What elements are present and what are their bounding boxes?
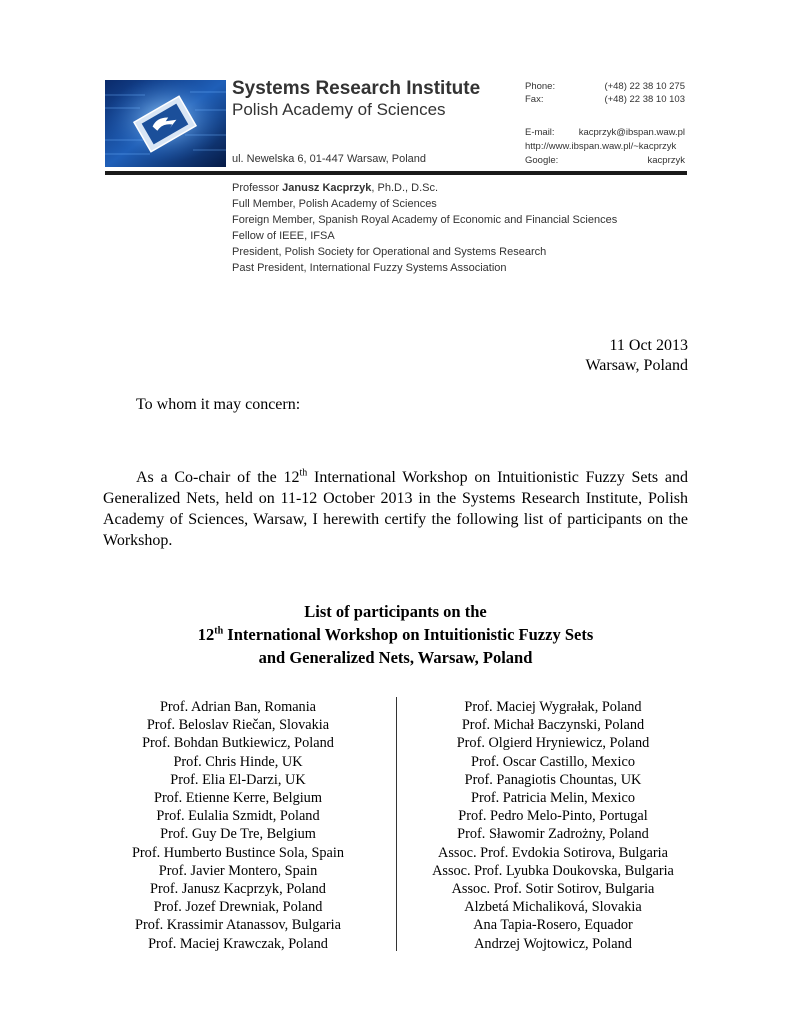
column-divider — [396, 697, 397, 951]
institute-logo-chip-icon — [105, 80, 226, 167]
author-name-line — [232, 180, 652, 196]
participant-entry: Prof. Humberto Bustince Sola, Spain — [131, 844, 345, 861]
body-text-start: As a Co-chair of the 12 — [136, 469, 300, 486]
phone-label: Phone: — [525, 81, 556, 92]
participant-entry: Prof. Janusz Kacprzyk, Poland — [150, 881, 326, 898]
heading-line-1: List of participants on the — [304, 602, 487, 621]
title-line: President, Polish Society for Operational and Systems Research — [232, 246, 547, 258]
salutation: To whom it may concern: — [136, 396, 301, 413]
heading-workshop: International Workshop on Intuitionistic Fuzzy Sets — [223, 625, 594, 644]
participant-entry: Prof. Oscar Castillo, Mexico — [471, 753, 635, 770]
letter-body — [103, 467, 688, 551]
institute-address: ul. Newelska 6, 01-447 Warsaw, Poland — [232, 153, 427, 165]
participant-entry: Prof. Sławomir Zadrożny, Poland — [457, 826, 649, 843]
letterhead-divider — [105, 171, 687, 175]
participant-entry: Prof. Olgierd Hryniewicz, Poland — [456, 735, 650, 752]
heading-line-2 — [100, 623, 691, 646]
letterhead — [105, 78, 687, 178]
participant-entry: Prof. Jozef Drewniak, Poland — [153, 899, 323, 916]
heading-ordinal: th — [214, 625, 224, 637]
author-titles — [232, 180, 652, 276]
participant-entry: Prof. Bohdan Butkiewicz, Poland — [142, 735, 334, 752]
institute-name: Systems Research Institute — [232, 78, 481, 99]
body-text-rest: International Workshop on Intuitionistic Fuzzy Sets and Generalized Nets, held on 11-12 October 2013 in the Systems Research Institute, Polish Academy of Sciences, Warsaw, I herewith certify the following list of participants on the Workshop. — [103, 469, 688, 549]
title-line: Foreign Member, Spanish Royal Academy of Economic and Financial Sciences — [232, 214, 618, 226]
participant-entry: Prof. Beloslav Riečan, Slovakia — [146, 717, 330, 734]
letter-place: Warsaw, Poland — [585, 357, 688, 374]
google-id: kacprzyk — [647, 155, 685, 166]
participants-right-column — [408, 698, 698, 953]
participant-entry: Prof. Panagiotis Chountas, UK — [464, 771, 642, 788]
participant-entry: Andrzej Wojtowicz, Poland — [474, 935, 632, 952]
heading-number: 12 — [197, 625, 215, 644]
body-ordinal: th — [299, 467, 308, 479]
title-line: Past President, International Fuzzy Systems Association — [232, 262, 507, 274]
degrees: , Ph.D., D.Sc. — [371, 182, 439, 194]
participant-entry: Assoc. Prof. Evdokia Sotirova, Bulgaria — [438, 844, 668, 861]
participants-heading — [100, 600, 691, 669]
participant-entry: Prof. Guy De Tre, Belgium — [160, 826, 316, 843]
email-link[interactable]: kacprzyk@ibspan.waw.pl — [578, 127, 685, 138]
title-prefix: Professor — [232, 182, 283, 194]
phone-number: (+48) 22 38 10 275 — [604, 81, 685, 92]
participant-entry: Prof. Michał Baczynski, Poland — [461, 717, 645, 734]
letter-date-block — [585, 336, 688, 376]
website-link[interactable]: http://www.ibspan.waw.pl/~kacprzyk — [525, 141, 677, 152]
participant-entry: Ana Tapia-Rosero, Equador — [473, 917, 633, 934]
participant-entry: Prof. Javier Montero, Spain — [158, 862, 318, 879]
letter-date: 11 Oct 2013 — [609, 337, 688, 354]
academy-name: Polish Academy of Sciences — [232, 100, 446, 119]
participant-entry: Prof. Adrian Ban, Romania — [159, 699, 317, 715]
participant-entry: Prof. Pedro Melo-Pinto, Portugal — [458, 808, 648, 825]
heading-line-3: and Generalized Nets, Warsaw, Poland — [258, 648, 533, 667]
participant-entry: Prof. Etienne Kerre, Belgium — [154, 790, 322, 807]
participant-entry: Prof. Chris Hinde, UK — [173, 753, 303, 770]
participant-entry: Assoc. Prof. Sotir Sotirov, Bulgaria — [451, 881, 655, 898]
title-line: Full Member, Polish Academy of Sciences — [232, 198, 437, 210]
fax-label: Fax: — [525, 94, 544, 105]
author-name: Janusz Kacprzyk — [282, 182, 372, 194]
participant-entry: Assoc. Prof. Lyubka Doukovska, Bulgaria — [432, 862, 674, 879]
fax-number: (+48) 22 38 10 103 — [604, 94, 685, 105]
google-label: Google: — [525, 155, 559, 166]
participant-entry: Prof. Krassimir Atanassov, Bulgaria — [135, 917, 341, 934]
participant-entry: Alzbetá Michaliková, Slovakia — [464, 899, 642, 916]
participant-entry: Prof. Elia El-Darzi, UK — [170, 771, 306, 788]
title-line: Fellow of IEEE, IFSA — [232, 230, 335, 242]
email-label: E-mail: — [525, 127, 555, 138]
participant-entry: Prof. Maciej Wygrałak, Poland — [464, 699, 642, 715]
participant-entry: Prof. Patricia Melin, Mexico — [471, 790, 635, 807]
participants-left-column — [93, 698, 383, 953]
participant-entry: Prof. Eulalia Szmidt, Poland — [156, 808, 320, 825]
participant-entry: Prof. Maciej Krawczak, Poland — [148, 935, 328, 952]
